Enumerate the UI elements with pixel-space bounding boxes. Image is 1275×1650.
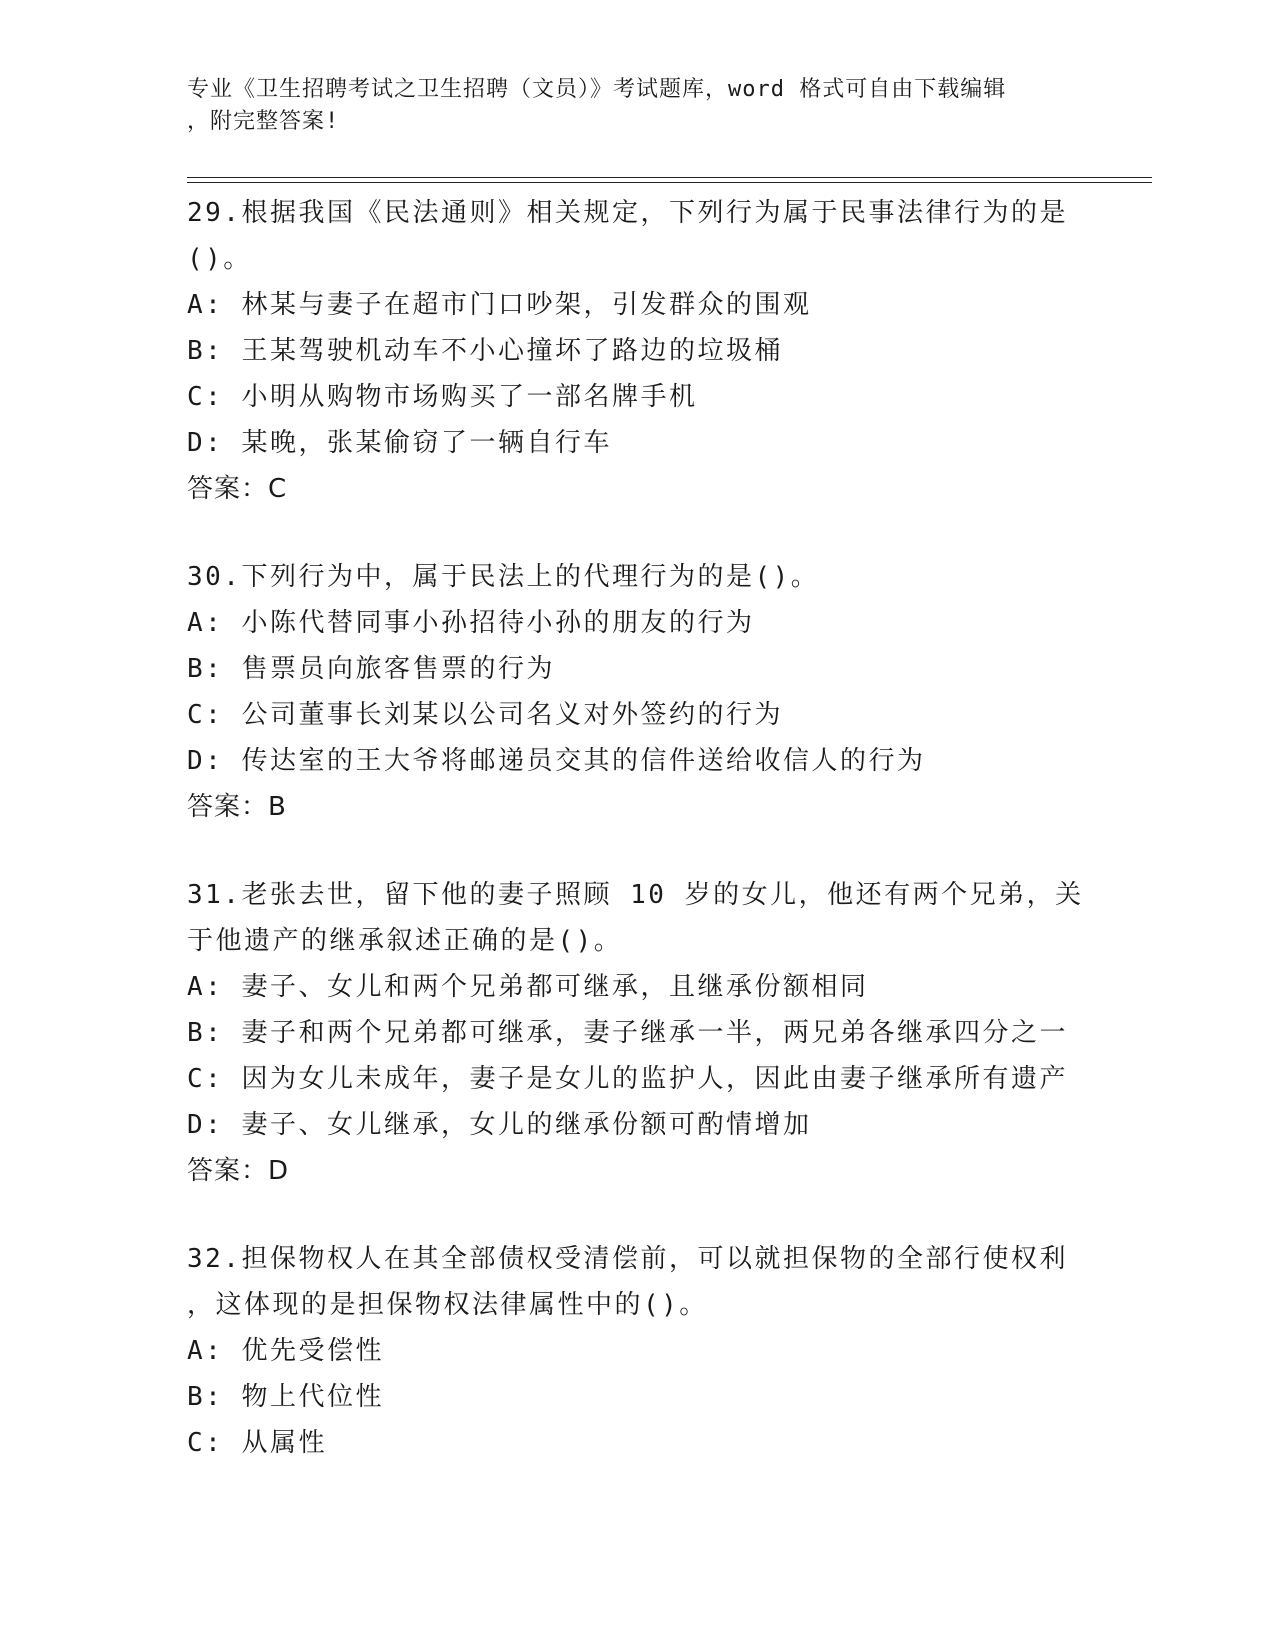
document-header bbox=[187, 74, 1067, 138]
option-d: D: 妻子、女儿继承，女儿的继承份额可酌情增加 bbox=[187, 1110, 812, 1140]
option-d: D: 某晚，张某偷窃了一辆自行车 bbox=[187, 428, 612, 458]
option-a: A: 优先受偿性 bbox=[187, 1336, 384, 1366]
question-29 bbox=[187, 190, 1087, 512]
question-stem: 于他遗产的继承叙述正确的是()。 bbox=[187, 926, 623, 956]
header-divider-bottom bbox=[187, 182, 1152, 183]
option-a: A: 妻子、女儿和两个兄弟都可继承，且继承份额相同 bbox=[187, 972, 869, 1002]
question-stem: 31.老张去世，留下他的妻子照顾 10 岁的女儿，他还有两个兄弟，关 bbox=[187, 880, 1084, 910]
answer-label: 答案：D bbox=[187, 1156, 290, 1186]
question-list bbox=[187, 190, 1087, 1508]
option-a: A: 小陈代替同事小孙招待小孙的朋友的行为 bbox=[187, 608, 755, 638]
answer-label: 答案：C bbox=[187, 474, 288, 504]
option-c: C: 公司董事长刘某以公司名义对外签约的行为 bbox=[187, 700, 783, 730]
question-stem: ，这体现的是担保物权法律属性中的()。 bbox=[187, 1290, 708, 1320]
header-line: 专业《卫生招聘考试之卫生招聘（文员）》考试题库，word 格式可自由下载编辑 bbox=[187, 77, 1007, 102]
question-stem: ()。 bbox=[187, 244, 252, 274]
option-b: B: 售票员向旅客售票的行为 bbox=[187, 654, 555, 684]
option-d: D: 传达室的王大爷将邮递员交其的信件送给收信人的行为 bbox=[187, 746, 926, 776]
question-stem: 32.担保物权人在其全部债权受清偿前，可以就担保物的全部行使权利 bbox=[187, 1244, 1068, 1274]
question-32 bbox=[187, 1236, 1087, 1466]
header-line: ，附完整答案! bbox=[187, 109, 340, 134]
question-30 bbox=[187, 554, 1087, 830]
option-a: A: 林某与妻子在超市门口吵架，引发群众的围观 bbox=[187, 290, 812, 320]
question-stem: 30.下列行为中，属于民法上的代理行为的是()。 bbox=[187, 562, 820, 592]
option-b: B: 王某驾驶机动车不小心撞坏了路边的垃圾桶 bbox=[187, 336, 783, 366]
answer-label: 答案：B bbox=[187, 792, 287, 822]
option-c: C: 小明从购物市场购买了一部名牌手机 bbox=[187, 382, 698, 412]
question-31 bbox=[187, 872, 1087, 1194]
option-b: B: 物上代位性 bbox=[187, 1382, 384, 1412]
option-b: B: 妻子和两个兄弟都可继承，妻子继承一半，两兄弟各继承四分之一 bbox=[187, 1018, 1068, 1048]
header-divider-top bbox=[187, 177, 1152, 178]
option-c: C: 因为女儿未成年，妻子是女儿的监护人，因此由妻子继承所有遗产 bbox=[187, 1064, 1068, 1094]
question-stem: 29.根据我国《民法通则》相关规定，下列行为属于民事法律行为的是 bbox=[187, 198, 1068, 228]
option-c: C: 从属性 bbox=[187, 1428, 327, 1458]
